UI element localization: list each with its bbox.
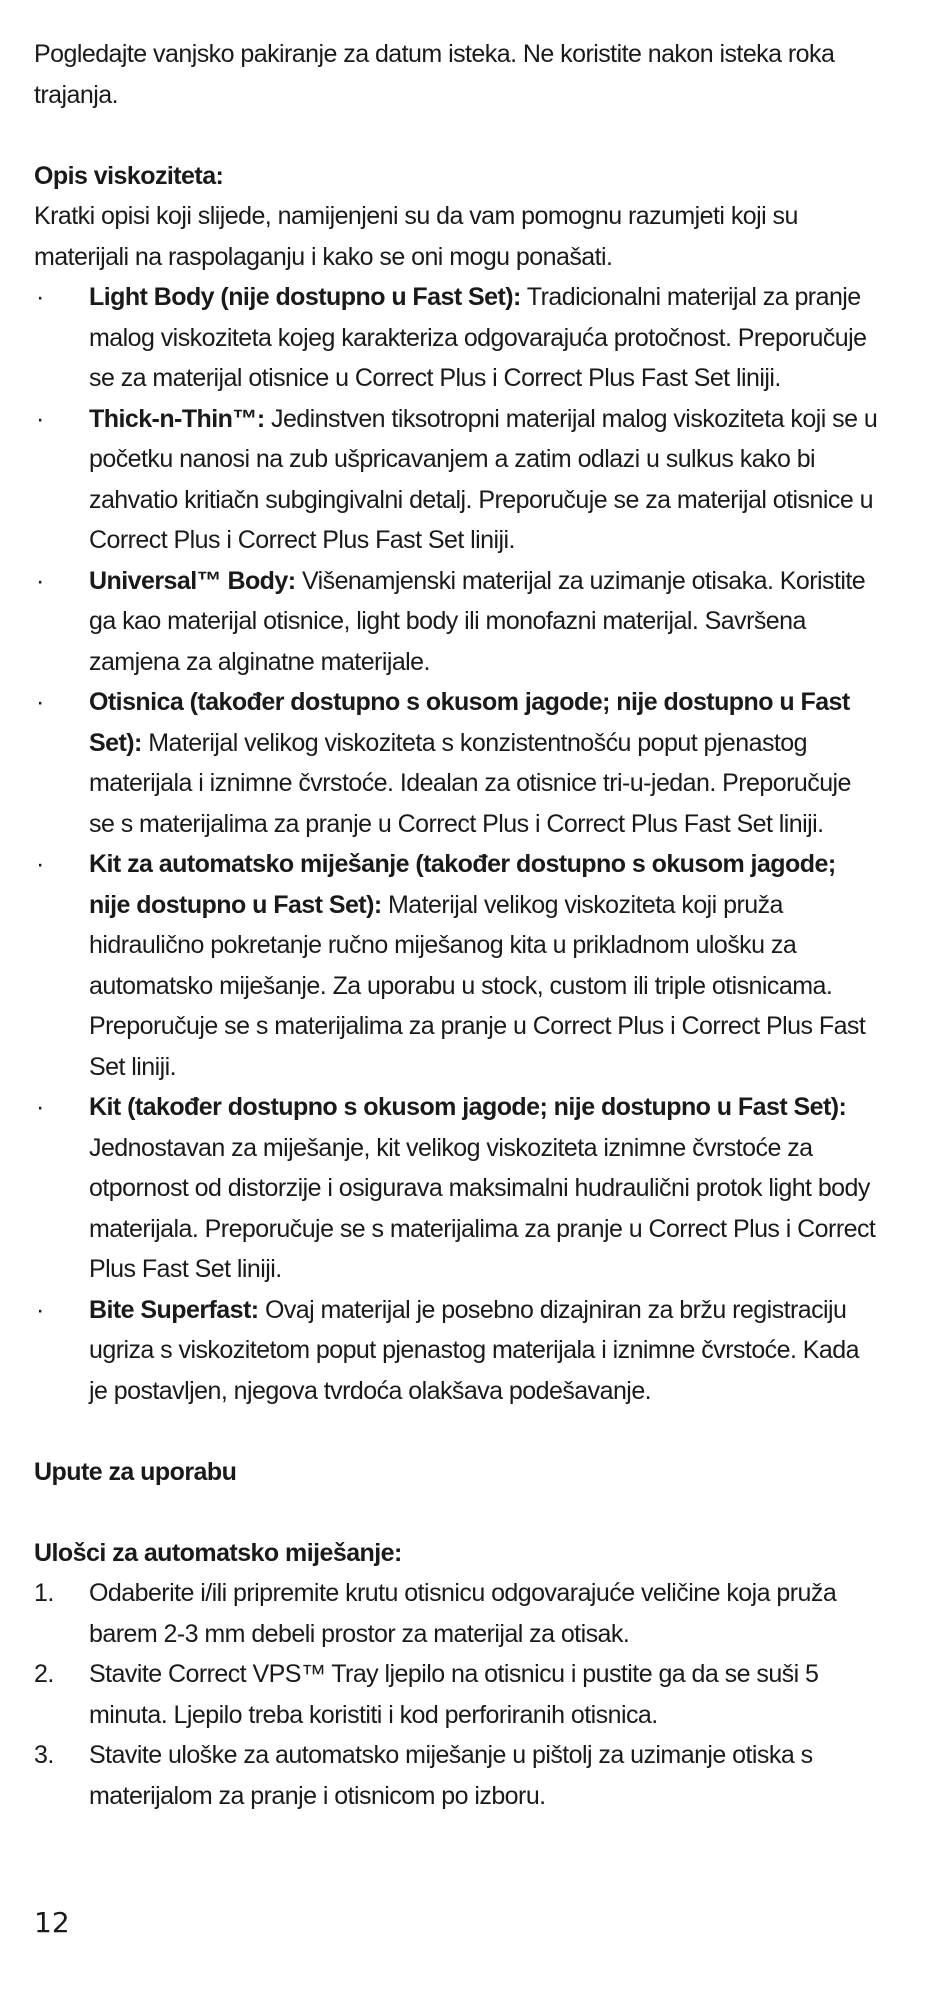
item-term: Bite Superfast: bbox=[89, 1295, 259, 1324]
item-term: Universal™ Body: bbox=[89, 566, 296, 595]
bullet-marker: · bbox=[36, 688, 44, 716]
bullet-marker: · bbox=[36, 404, 44, 433]
item-text: Ovaj materijal je posebno dizajniran za bržu registraciju ugriza s viskozitetom poput pjenastog materijala i iznimne čvrstoće. Kada je postavljen, njegova tvrdoća olakšava podešavanje. bbox=[89, 1295, 859, 1405]
item-text: Jednostavan za miješanje, kit velikog viskoziteta iznimne čvrstoće za otpornost od distorzije i osigurava maksimalni hudraulični protok light body materijala. Preporučuje se s materijalima za pranje u Correct Plus i Correct Plus Fast Set liniji. bbox=[89, 1133, 876, 1283]
instructions-heading: Upute za uporabu bbox=[34, 1457, 237, 1486]
step-item bbox=[34, 1735, 882, 1816]
step-number: 1. bbox=[34, 1579, 54, 1607]
step-number: 2. bbox=[34, 1660, 54, 1688]
bullet-marker: · bbox=[36, 566, 44, 595]
bullet-marker: · bbox=[36, 850, 44, 878]
instructions-steps bbox=[34, 1573, 882, 1816]
bullet-marker: · bbox=[36, 283, 44, 311]
viscosity-item-automix-putty bbox=[34, 844, 882, 1087]
automix-cartridges-heading: Ulošci za automatsko miješanje: bbox=[34, 1538, 402, 1567]
item-text: Materijal velikog viskoziteta koji pruža hidraulično pokretanje ručno miješanog kita u prikladnom ulošku za automatsko miješanje. Za uporabu u stock, custom ili triple otisnicama. Preporučuje se s materijalima za pranje u Correct Plus i Correct Plus Fast Set liniji. bbox=[89, 890, 866, 1081]
spacer bbox=[34, 1492, 882, 1533]
viscosity-item-thick-n-thin bbox=[34, 399, 882, 561]
item-term: Light Body (nije dostupno u Fast Set): bbox=[89, 283, 521, 311]
viscosity-heading: Opis viskoziteta: bbox=[34, 161, 224, 190]
item-term: Thick-n-Thin™: bbox=[89, 404, 265, 433]
bullet-marker: · bbox=[36, 1093, 44, 1121]
step-item bbox=[34, 1573, 882, 1654]
viscosity-item-universal-body bbox=[34, 561, 882, 683]
step-item bbox=[34, 1654, 882, 1735]
item-term: Kit (također dostupno s okusom jagode; nije dostupno u Fast Set): bbox=[89, 1093, 847, 1121]
expiry-note: Pogledajte vanjsko pakiranje za datum isteka. Ne koristite nakon isteka roka trajanja. bbox=[34, 40, 835, 109]
step-text: Odaberite i/ili pripremite krutu otisnicu odgovarajuće veličine koja pruža barem 2-3 mm debeli prostor za materijal za otisak. bbox=[89, 1579, 837, 1648]
item-text: Materijal velikog viskoziteta s konzistentnošću poput pjenastog materijala i iznimne čvrstoće. Idealan za otisnice tri-u-jedan. Preporučuje se s materijalima za pranje u Correct Plus i Correct Plus Fast Set liniji. bbox=[89, 728, 851, 838]
page-number: 12 bbox=[34, 1906, 70, 1939]
spacer bbox=[34, 1411, 882, 1452]
spacer bbox=[34, 115, 882, 156]
item-term: Otisnica (također dostupno s okusom jagode; nije dostupno u Fast Set): bbox=[89, 688, 850, 757]
item-text: Višenamjenski materijal za uzimanje otisaka. Koristite ga kao materijal otisnice, light body ili monofazni materijal. Savršena zamjena za alginatne materijale. bbox=[89, 566, 866, 676]
step-text: Stavite Correct VPS™ Tray ljepilo na otisnicu i pustite ga da se suši 5 minuta. Ljepilo treba koristiti i kod perforiranih otisnica. bbox=[89, 1660, 819, 1729]
viscosity-list bbox=[34, 277, 882, 1411]
bullet-marker: · bbox=[36, 1295, 44, 1324]
document-page bbox=[34, 34, 882, 1816]
viscosity-item-light-body bbox=[34, 277, 882, 399]
item-text: Tradicionalni materijal za pranje malog viskoziteta kojeg karakteriza odgovarajuća protočnost. Preporučuje se za materijal otisnice u Correct Plus i Correct Plus Fast Set liniji. bbox=[89, 283, 867, 392]
viscosity-item-otisnica bbox=[34, 682, 882, 844]
viscosity-item-putty bbox=[34, 1087, 882, 1290]
viscosity-intro: Kratki opisi koji slijede, namijenjeni su da vam pomognu razumjeti koji su materijali na raspolaganju i kako se oni mogu ponašati. bbox=[34, 202, 798, 271]
item-term: Kit za automatsko miješanje (također dostupno s okusom jagode; nije dostupno u Fast Set): bbox=[89, 850, 836, 919]
item-text: Jedinstven tiksotropni materijal malog viskoziteta koji se u početku nanosi na zub ušpricavanjem a zatim odlazi u sulkus kako bi zahvatio kritiačn subgingivalni detalj. Preporučuje se za materijal otisnice u Correct Plus i Correct Plus Fast Set liniji. bbox=[89, 404, 878, 554]
viscosity-item-bite-superfast bbox=[34, 1290, 882, 1412]
step-text: Stavite uloške za automatsko miješanje u pištolj za uzimanje otiska s materijalom za pranje i otisnicom po izboru. bbox=[89, 1741, 813, 1810]
step-number: 3. bbox=[34, 1741, 54, 1769]
